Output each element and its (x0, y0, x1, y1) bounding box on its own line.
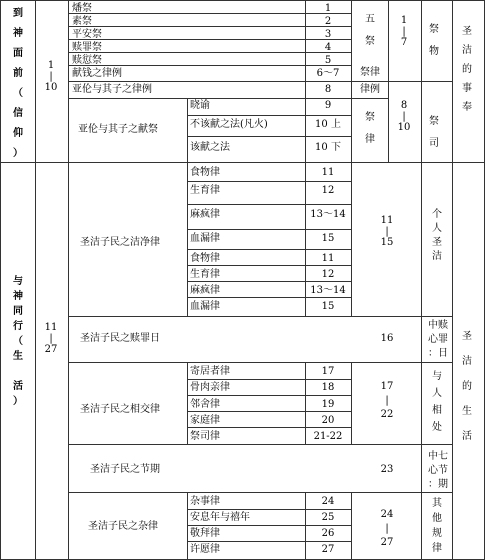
stage2-range: 11 | 27 (44, 322, 58, 355)
stage1-law-c: 祭 律 (365, 112, 375, 145)
stage2-social-row-name: 家庭律 (190, 415, 220, 426)
grid-line (68, 39, 351, 40)
stage2-misc-row-name: 杂事律 (190, 496, 220, 507)
stage2-misc-row-ch: 27 (321, 544, 335, 555)
stage1-range-8-10: 8 | 10 (397, 100, 411, 133)
grid-line (187, 115, 351, 116)
stage2-misc-title: 圣洁子民之杂律 (88, 521, 158, 532)
stage1-row-ch: 2 (324, 16, 332, 27)
stage1-row-name: 平安祭 (72, 29, 102, 40)
stage2-atone-note: 心罪 (428, 334, 448, 345)
stage1-offering-row-ch: 10 上 (315, 119, 341, 130)
stage2-clean-range: 11 | 15 (380, 215, 394, 248)
stage2-clean-row-name: 生育律 (190, 269, 220, 280)
stage2-clean-row-ch: 11 (321, 253, 335, 264)
grid-line (68, 362, 452, 363)
stage1-row-ch: 1 (324, 3, 332, 14)
grid-line (187, 395, 351, 396)
grid-line (187, 265, 351, 266)
grid-line (187, 162, 188, 316)
stage2-title: 与 神 同 行 （ 生 活 ） (13, 276, 23, 407)
stage1-law-b: 律例 (360, 84, 380, 95)
stage2-clean-row-ch: 12 (321, 185, 335, 196)
stage2-social-row-name: 寄居者律 (190, 366, 230, 377)
stage2-feast-title: 圣洁子民之节期 (90, 464, 160, 475)
grid-line (187, 229, 351, 230)
stage2-clean-row-name: 食物律 (190, 167, 220, 178)
grid-line (187, 525, 351, 526)
stage2-clean-row-ch: 15 (321, 233, 335, 244)
stage2-clean-row-name: 麻疯律 (190, 285, 220, 296)
stage2-clean-row-name: 血漏律 (190, 301, 220, 312)
stage2-clean-note: 个 人 圣 洁 (432, 209, 442, 262)
stage1-row-name: 燔祭 (72, 3, 92, 14)
stage2-clean-title: 圣洁子民之洁净律 (80, 237, 160, 248)
grid-line (187, 362, 188, 444)
grid-line (187, 427, 351, 428)
stage2-social-title: 圣洁子民之相交律 (80, 404, 160, 415)
stage2-social-range: 17 | 22 (380, 381, 394, 420)
stage2-theme: 圣 洁 的 生 活 (462, 331, 472, 442)
grid-line (187, 98, 188, 162)
grid-line (68, 316, 452, 317)
stage1-row-name: 赎罪祭 (72, 42, 102, 53)
stage2-social-row-ch: 20 (321, 415, 335, 426)
grid-line (351, 162, 352, 316)
stage2-atone-ch: 16 (380, 333, 394, 344)
stage2-misc-row-ch: 26 (321, 528, 335, 539)
stage2-clean-row-name: 血漏律 (190, 233, 220, 244)
stage1-row-ch: 6～7 (316, 68, 340, 79)
stage1-five-offerings: 五 祭 (365, 14, 375, 47)
stage2-misc-note: 其 他 规 律 (432, 498, 442, 554)
grid-line (68, 65, 351, 66)
grid-line (452, 0, 453, 560)
grid-line (68, 26, 351, 27)
stage2-clean-row-name: 食物律 (190, 253, 220, 264)
grid-line (187, 249, 351, 250)
grid-line (187, 492, 188, 560)
stage1-row-ch: 4 (324, 42, 332, 53)
grid-line (351, 362, 352, 444)
grid-line (68, 13, 351, 14)
stage2-social-row-name: 邻舍律 (190, 399, 220, 410)
stage2-atone-note: 中赎 (428, 320, 448, 331)
grid-line (68, 98, 388, 99)
stage2-clean-row-name: 生育律 (190, 185, 220, 196)
stage2-clean-row-ch: 11 (321, 167, 335, 178)
grid-line (187, 204, 351, 205)
stage2-social-row-name: 祭司律 (190, 431, 220, 442)
stage1-offering-row-name: 该献之法 (190, 142, 230, 153)
stage1-sacrifice-label: 祭 物 (429, 24, 439, 57)
stage1-row-ch: 3 (324, 29, 332, 40)
grid-line (187, 181, 351, 182)
stage2-clean-row-ch: 13～14 (310, 209, 346, 220)
stage2-social-row-ch: 21-22 (313, 431, 343, 442)
stage2-social-note: 与 人 相 处 (432, 371, 442, 433)
grid-line (305, 162, 306, 316)
grid-line (187, 411, 351, 412)
stage2-clean-row-ch: 13～14 (310, 285, 346, 296)
grid-line (68, 0, 69, 560)
grid-line (305, 362, 306, 444)
stage1-row-ch: 8 (324, 84, 332, 95)
grid-line (68, 444, 452, 445)
stage2-social-row-ch: 17 (321, 366, 335, 377)
grid-line (68, 492, 452, 493)
stage1-offering-row-name: 晓谕 (190, 100, 210, 111)
stage1-row-ch: 5 (324, 55, 332, 66)
grid-line (187, 136, 351, 137)
stage2-social-row-ch: 19 (321, 399, 335, 410)
stage2-misc-row-name: 敬拜律 (190, 528, 220, 539)
grid-line (187, 541, 351, 542)
stage1-title: 到 神 面 前 （ 信 仰 ） (13, 8, 23, 159)
stage2-atone-title: 圣洁子民之赎罪日 (80, 333, 160, 344)
stage1-theme: 圣 洁 的 事 奉 (462, 26, 472, 113)
stage1-range: 1 | 10 (44, 60, 58, 93)
grid-line (68, 81, 388, 82)
stage1-offering-title: 亚伦与其子之献祭 (78, 124, 158, 135)
stage1-offering-row-ch: 9 (324, 100, 332, 111)
stage2-clean-row-ch: 12 (321, 269, 335, 280)
grid-line (351, 492, 352, 560)
stage2-misc-range: 24 | 27 (380, 509, 394, 548)
grid-line (35, 0, 36, 560)
stage2-misc-row-ch: 25 (321, 512, 335, 523)
table-border (0, 0, 1, 560)
stage2-feast-note: 中七 (428, 451, 448, 462)
grid-line (187, 509, 351, 510)
stage1-five-range: 1 | 7 (400, 15, 408, 48)
stage1-row-name: 素祭 (72, 16, 92, 27)
stage2-feast-note: 心节 (428, 465, 448, 476)
stage2-atone-note: ：日 (428, 348, 448, 359)
grid-line (68, 52, 351, 53)
stage2-feast-note: ：期 (428, 479, 448, 490)
grid-line (421, 162, 422, 560)
grid-line (187, 297, 351, 298)
stage1-offering-row-name: 不该献之法(凡火) (190, 119, 268, 130)
stage2-clean-row-name: 麻疯律 (190, 209, 220, 220)
stage1-row-name: 献钱之律例 (72, 68, 122, 79)
stage2-misc-row-name: 许愿律 (190, 544, 220, 555)
stage2-feast-ch: 23 (380, 464, 394, 475)
grid-line (305, 492, 306, 560)
stage2-misc-row-name: 安息年与禧年 (190, 512, 250, 523)
stage1-offering-row-ch: 10 下 (315, 142, 341, 153)
grid-line (388, 81, 452, 82)
table-border (0, 0, 485, 1)
grid-line (187, 379, 351, 380)
stage1-priest-label: 祭 司 (429, 116, 439, 149)
stage2-social-row-ch: 18 (321, 382, 335, 393)
grid-line (187, 281, 351, 282)
stage1-row-name: 赎愆祭 (72, 55, 102, 66)
stage2-clean-row-ch: 15 (321, 301, 335, 312)
stage2-social-row-name: 骨肉亲律 (190, 382, 230, 393)
stage-separator (0, 162, 485, 163)
stage1-row-name: 亚伦与其子之律例 (72, 84, 152, 95)
stage1-law-a: 祭律 (360, 67, 380, 78)
stage2-misc-row-ch: 24 (321, 496, 335, 507)
